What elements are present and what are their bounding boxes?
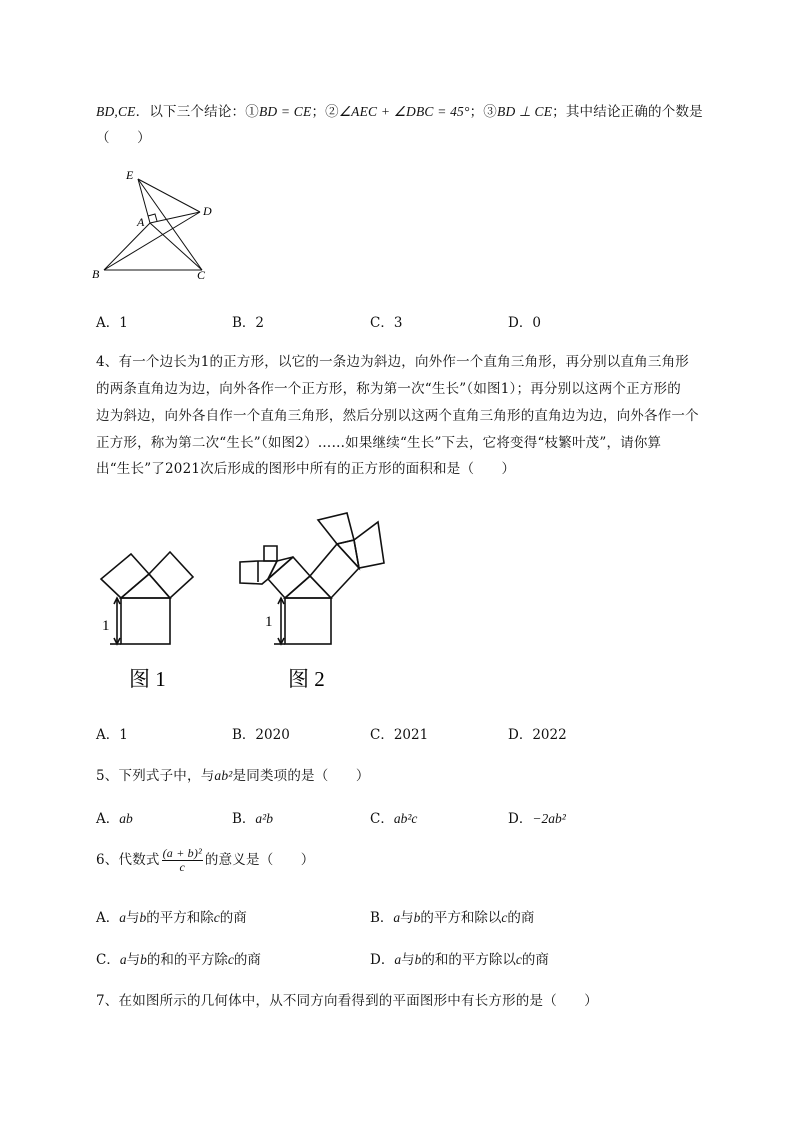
q3-option-c[interactable]: C．3 bbox=[370, 315, 403, 331]
q3-conclusion-3: BD ⊥ CE bbox=[497, 104, 553, 119]
fig2-small-upper-square bbox=[264, 546, 277, 561]
q5-expression: ab² bbox=[214, 768, 233, 783]
q6-stem bbox=[96, 847, 315, 874]
q6-option-b-letter: B． bbox=[370, 910, 394, 926]
q6-option-d-var-a: a bbox=[394, 952, 402, 967]
q5-option-b-expr: a²b bbox=[255, 811, 273, 826]
q5-option-d-letter: D． bbox=[508, 811, 533, 827]
q6-stem-prefix: 6、代数式 bbox=[96, 852, 160, 868]
q5-stem-suffix: 是同类项的是（ ） bbox=[232, 768, 370, 784]
q3-sep-1: ； bbox=[311, 104, 326, 120]
q5-stem bbox=[96, 764, 370, 784]
fig2-first-triangle bbox=[285, 576, 331, 598]
q6-option-a-text-2: 的平方和除 bbox=[146, 910, 214, 926]
q3-conclusion-1-mark: ① bbox=[245, 104, 259, 120]
q6-option-c[interactable] bbox=[96, 948, 261, 968]
fig2-left-square bbox=[268, 557, 310, 598]
fig1-right-square bbox=[149, 552, 193, 598]
q3-segment-ED bbox=[138, 179, 200, 212]
q3-stem-mid: ．以下三个结论： bbox=[135, 104, 246, 120]
q3-option-b[interactable]: B．2 bbox=[232, 315, 265, 331]
q3-segment-AC bbox=[150, 223, 202, 270]
q3-sep-2: ； bbox=[469, 104, 484, 120]
q6-option-b-var-b: b bbox=[413, 910, 421, 925]
q4-stem-line-5: 出“生长”了2021次后形成的图形中所有的正方形的面积和是（ ） bbox=[96, 461, 516, 477]
fig1-caption: 图 1 bbox=[129, 667, 166, 691]
q5-option-c-expr: ab²c bbox=[393, 811, 418, 826]
q4-figure-2 bbox=[232, 506, 392, 708]
q6-option-b-var-c: c bbox=[501, 910, 508, 925]
q3-segment-BD bbox=[104, 212, 200, 270]
q5-option-a-expr: ab bbox=[119, 811, 133, 826]
q4-option-d[interactable]: D．2022 bbox=[508, 727, 567, 743]
q6-option-d[interactable] bbox=[370, 948, 549, 968]
q6-fraction-numerator: (a + b)² bbox=[162, 846, 202, 860]
fig1-base-square bbox=[121, 598, 170, 644]
fig2-base-square bbox=[285, 598, 331, 644]
q3-stem-line-1 bbox=[96, 100, 703, 120]
fig2-caption: 图 2 bbox=[288, 667, 325, 691]
q6-option-d-text-2: 的和的平方除以 bbox=[421, 952, 516, 968]
q4-option-a[interactable]: A．1 bbox=[96, 727, 128, 743]
q6-option-a-letter: A． bbox=[96, 910, 120, 926]
q4-stem-line-1: 4、有一个边长为1的正方形，以它的一条边为斜边，向外作一个直角三角形，再分别以直角三角形 bbox=[96, 354, 689, 370]
q4-stem-line-2: 的两条直角边为边，向外各作一个正方形，称为第一次“生长”（如图1）；再分别以这两个正方形的 bbox=[96, 381, 681, 397]
q4-option-c[interactable]: C．2021 bbox=[370, 727, 429, 743]
q6-option-a-text-1: 与 bbox=[126, 910, 140, 926]
fig2-side-label: 1 bbox=[265, 614, 273, 630]
q3-answer-paren: （ ） bbox=[96, 130, 151, 146]
fig2-top-left-square bbox=[318, 513, 354, 544]
q6-option-b[interactable] bbox=[370, 906, 534, 926]
q6-option-a[interactable] bbox=[96, 906, 247, 926]
q5-option-d[interactable] bbox=[508, 807, 566, 827]
q7-stem: 7、在如图所示的几何体中，从不同方向看得到的平面图形中有长方形的是（ ） bbox=[96, 993, 598, 1009]
q3-stem-end: ；其中结论正确的个数是 bbox=[552, 104, 703, 120]
q5-stem-prefix: 5、下列式子中，与 bbox=[96, 768, 215, 784]
q6-option-b-text-1: 与 bbox=[400, 910, 414, 926]
q6-option-d-letter: D． bbox=[370, 952, 395, 968]
q3-option-a[interactable]: A．1 bbox=[96, 315, 128, 331]
q5-option-a-letter: A． bbox=[96, 811, 120, 827]
q3-triangle-figure bbox=[86, 164, 216, 284]
q6-option-c-text-2: 的和的平方除 bbox=[146, 952, 228, 968]
q5-option-c-letter: C． bbox=[370, 811, 394, 827]
q3-segment-EC bbox=[138, 179, 202, 270]
fig1-side-label: 1 bbox=[102, 618, 110, 634]
q3-conclusion-1: BD = CE bbox=[258, 104, 312, 119]
q4-figure-1 bbox=[96, 538, 206, 708]
q6-option-c-var-a: a bbox=[119, 952, 127, 967]
q3-conclusion-2: ∠AEC + ∠DBC = 45° bbox=[338, 104, 470, 119]
q3-conclusion-3-mark: ③ bbox=[483, 104, 497, 120]
q3-label-D: D bbox=[203, 204, 212, 218]
fig1-left-square bbox=[101, 554, 149, 598]
q6-option-d-text-1: 与 bbox=[401, 952, 415, 968]
q6-option-c-letter: C． bbox=[96, 952, 120, 968]
q3-conclusion-2-mark: ② bbox=[325, 104, 339, 120]
fig2-right-square bbox=[310, 544, 359, 598]
q6-fraction bbox=[162, 847, 203, 874]
q3-label-C: C bbox=[197, 268, 206, 282]
q6-option-b-text-3: 的商 bbox=[507, 910, 535, 926]
q3-segment-AD bbox=[150, 212, 200, 223]
q5-option-d-expr: −2ab² bbox=[532, 811, 566, 826]
q6-option-a-var-b: b bbox=[139, 910, 147, 925]
q4-stem-line-3: 边为斜边，向外各自作一个直角三角形，然后分别以这两个直角三角形的直角边为边，向外各作一个 bbox=[96, 408, 699, 424]
q3-label-E: E bbox=[126, 168, 134, 182]
q5-option-b-letter: B． bbox=[232, 811, 256, 827]
q6-option-b-text-2: 的平方和除以 bbox=[420, 910, 502, 926]
q6-option-c-var-b: b bbox=[140, 952, 147, 967]
q6-option-a-var-a: a bbox=[119, 910, 126, 925]
q6-option-c-var-c: c bbox=[227, 952, 234, 967]
q5-option-b[interactable] bbox=[232, 807, 273, 827]
q6-option-d-var-c: c bbox=[515, 952, 522, 967]
q6-option-c-text-1: 与 bbox=[126, 952, 141, 968]
q5-option-c[interactable] bbox=[370, 807, 417, 827]
q4-option-b[interactable]: B．2020 bbox=[232, 727, 290, 743]
q6-option-c-text-3: 的商 bbox=[233, 952, 261, 968]
q4-stem-line-4: 正方形，称为第二次“生长”（如图2）……如果继续“生长”下去，它将变得“枝繁叶茂”，请你算 bbox=[96, 435, 662, 451]
q6-fraction-denominator: c bbox=[179, 860, 185, 874]
q6-stem-suffix: 的意义是（ ） bbox=[204, 852, 315, 868]
q6-option-a-text-3: 的商 bbox=[219, 910, 247, 926]
q3-stem-prefix: BD,CE bbox=[96, 104, 136, 119]
q3-option-d[interactable]: D．0 bbox=[508, 315, 541, 331]
q6-option-d-var-b: b bbox=[414, 952, 422, 967]
q6-option-b-var-a: a bbox=[393, 910, 401, 925]
fig2-top-right-square bbox=[354, 522, 384, 568]
q3-label-A: A bbox=[137, 215, 145, 229]
q6-option-d-text-3: 的商 bbox=[521, 952, 549, 968]
q6-option-a-var-c: c bbox=[213, 910, 220, 925]
q3-label-B: B bbox=[92, 267, 100, 281]
q5-option-a[interactable] bbox=[96, 807, 133, 827]
